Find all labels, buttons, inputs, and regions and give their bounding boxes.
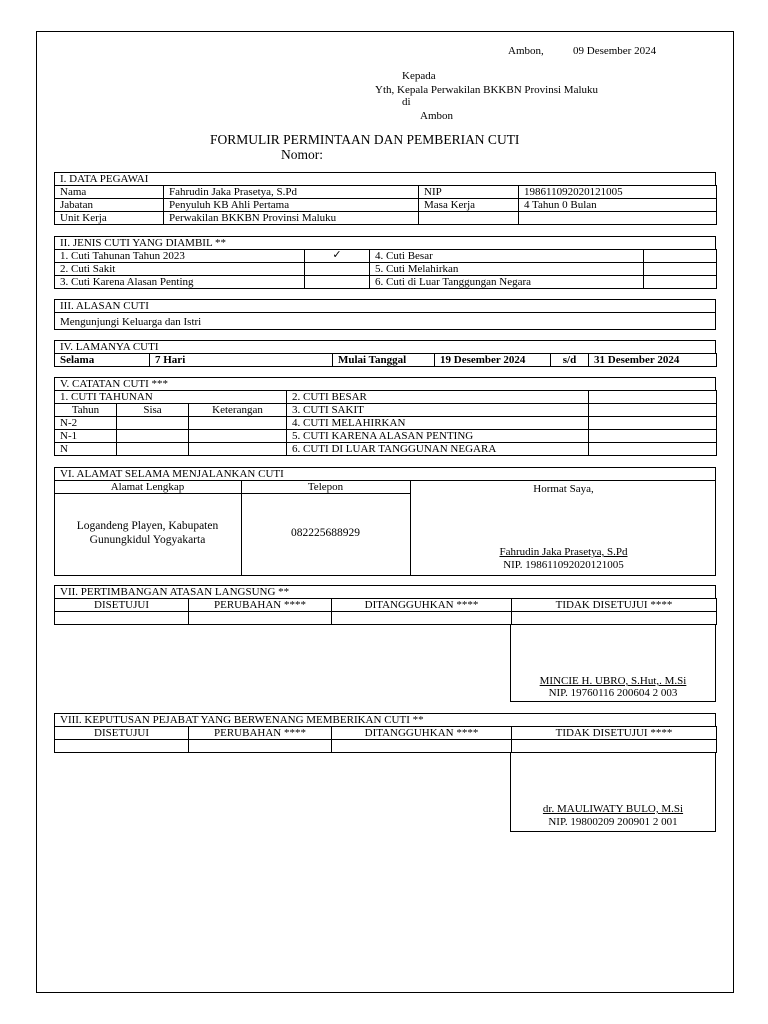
row-n: N [55,443,117,456]
atasan-signature-nip: NIP. 19760116 200604 2 003 [548,687,678,699]
selama-label: Selama [55,354,150,367]
table-row [55,212,717,225]
form-nomor: Nomor: [281,147,323,162]
alamat-line-2: Gunungkidul Yogyakarta [89,534,206,546]
selama-value: 7 Hari [150,354,333,367]
col-disetujui: DISETUJUI [55,727,189,740]
table-row [55,727,717,740]
data-pegawai-table [54,185,717,225]
sd-label: s/d [551,354,589,367]
section-3-title: III. ALASAN CUTI [54,299,716,313]
header-kepada: Kepada [402,70,436,82]
cuti-tahunan-label: 1. CUTI TAHUNAN [55,391,287,404]
cuti-tahunan-option: 1. Cuti Tahunan Tahun 2023 [55,250,305,263]
col-tidak-disetujui: TIDAK DISETUJUI **** [512,599,717,612]
section-1-title: I. DATA PEGAWAI [54,172,716,186]
table-row [55,443,717,456]
col-alamat: Alamat Lengkap [110,481,185,493]
masa-kerja-value: 4 Tahun 0 Bulan [519,199,717,212]
nama-label: Nama [55,186,164,199]
section-6-title: VI. ALAMAT SELAMA MENJALANKAN CUTI [54,467,716,481]
check-icon: ✓ [305,250,370,263]
unit-kerja-label: Unit Kerja [55,212,164,225]
header-recipient: Yth, Kepala Perwakilan BKKBN Provinsi Maluku [375,84,599,96]
col-telepon: Telepon [307,481,344,493]
alamat-line-1: Logandeng Playen, Kabupaten [76,520,219,532]
pejabat-signature-nip: NIP. 19800209 200901 2 001 [548,816,678,828]
cuti-sakit-label: 3. CUTI SAKIT [287,404,589,417]
table-row [55,199,717,212]
col-tidak-disetujui: TIDAK DISETUJUI **** [512,727,717,740]
hormat-saya: Hormat Saya, [533,483,594,495]
cuti-besar-label: 2. CUTI BESAR [287,391,589,404]
table-row [55,250,717,263]
jenis-cuti-table [54,249,717,289]
sampai-value: 31 Desember 2024 [589,354,717,367]
col-tahun: Tahun [55,404,117,417]
form-title: FORMULIR PERMINTAAN DAN PEMBERIAN CUTI [210,132,520,147]
employee-signature-name: Fahrudin Jaka Prasetya, S.Pd [499,546,628,558]
col-keterangan: Keterangan [189,404,287,417]
col-perubahan: PERUBAHAN **** [189,599,332,612]
table-row [55,354,717,367]
section-7-title: VII. PERTIMBANGAN ATASAN LANGSUNG ** [54,585,716,599]
col-ditangguhkan: DITANGGUHKAN **** [332,727,512,740]
cuti-penting-label: 5. CUTI KARENA ALASAN PENTING [287,430,589,443]
header-di: di [402,96,411,108]
row-n1: N-1 [55,430,117,443]
telepon-value: 082225688929 [291,527,360,539]
unit-kerja-value: Perwakilan BKKBN Provinsi Maluku [164,212,419,225]
mulai-value: 19 Desember 2024 [435,354,551,367]
lamanya-cuti-table [54,353,717,367]
table-row [55,404,717,417]
table-row [55,186,717,199]
section-8-title: VIII. KEPUTUSAN PEJABAT YANG BERWENANG MEMBERIKAN CUTI ** [54,713,716,727]
masa-kerja-label: Masa Kerja [419,199,519,212]
table-row [55,430,717,443]
cuti-luar-label: 6. CUTI DI LUAR TANGGUNAN NEGARA [287,443,589,456]
table-row [55,391,717,404]
table-row [55,740,717,753]
table-row [55,263,717,276]
col-sisa: Sisa [117,404,189,417]
pejabat-signature-name: dr. MAULIWATY BULO, M.Si [542,803,684,815]
jabatan-label: Jabatan [55,199,164,212]
section-4-title: IV. LAMANYA CUTI [54,340,716,354]
cuti-luar-option: 6. Cuti di Luar Tanggungan Negara [370,276,644,289]
catatan-cuti-table [54,390,717,456]
row-n2: N-2 [55,417,117,430]
pertimbangan-table [54,598,717,625]
section-5-title: V. CATATAN CUTI *** [54,377,716,391]
nip-label: NIP [419,186,519,199]
keputusan-table [54,726,717,753]
atasan-signature-name: MINCIE H. UBRO, S.Hut,. M.Si [539,675,687,687]
jabatan-value: Penyuluh KB Ahli Pertama [164,199,419,212]
header-place: Ambon [420,110,453,122]
cuti-melahirkan-option: 5. Cuti Melahirkan [370,263,644,276]
cuti-melahirkan-label: 4. CUTI MELAHIRKAN [287,417,589,430]
nama-value: Fahrudin Jaka Prasetya, S.Pd [164,186,419,199]
section-2-title: II. JENIS CUTI YANG DIAMBIL ** [54,236,716,250]
table-row [55,276,717,289]
cuti-sakit-option: 2. Cuti Sakit [55,263,305,276]
nip-value: 198611092020121005 [519,186,717,199]
alasan-cuti-value: Mengunjungi Keluarga dan Istri [54,312,716,330]
table-row [55,417,717,430]
table-row [55,612,717,625]
col-disetujui: DISETUJUI [55,599,189,612]
col-ditangguhkan: DITANGGUHKAN **** [332,599,512,612]
header-date: 09 Desember 2024 [573,45,657,57]
employee-signature-nip: NIP. 198611092020121005 [503,559,624,571]
table-row [55,599,717,612]
mulai-label: Mulai Tanggal [333,354,435,367]
col-perubahan: PERUBAHAN **** [189,727,332,740]
header-city: Ambon, [508,45,544,57]
cuti-penting-option: 3. Cuti Karena Alasan Penting [55,276,305,289]
cuti-besar-option: 4. Cuti Besar [370,250,644,263]
